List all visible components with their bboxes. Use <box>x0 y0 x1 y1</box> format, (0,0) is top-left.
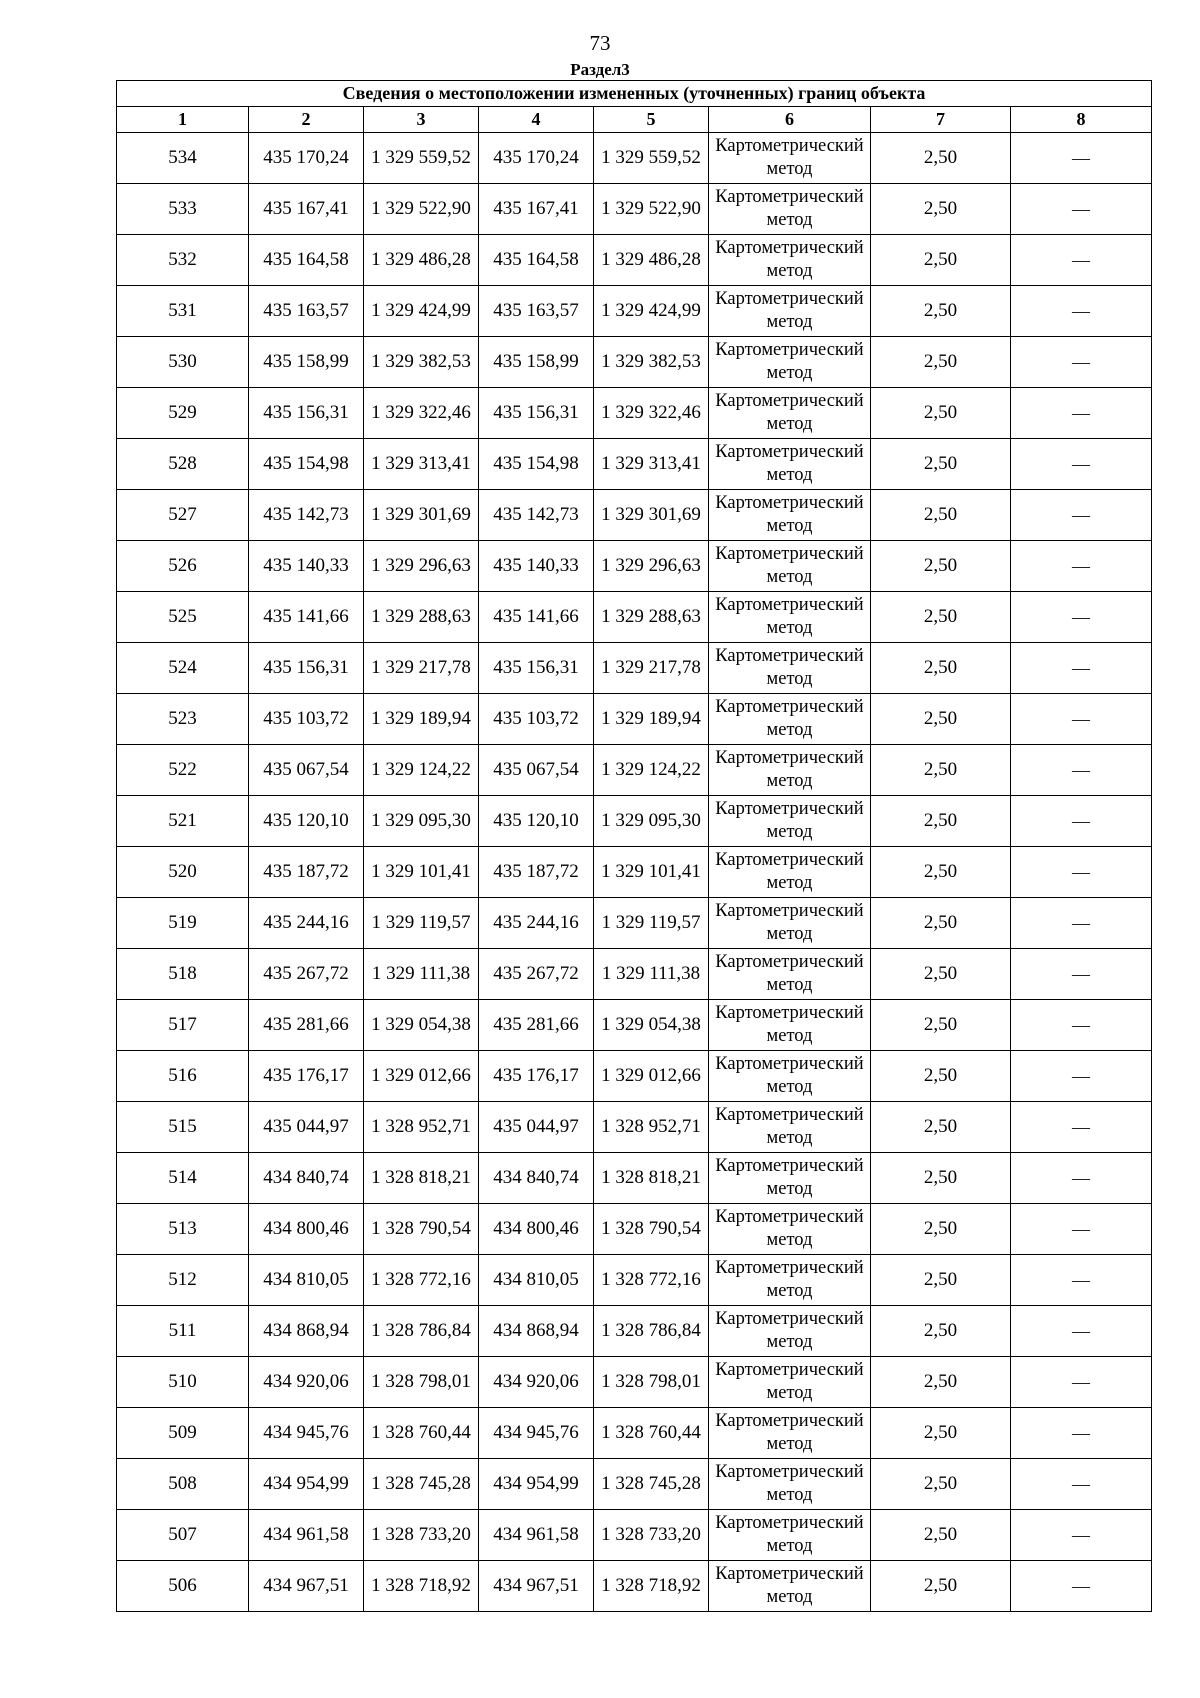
point-number-cell: 516 <box>117 1051 249 1102</box>
method-cell: Картометрический метод <box>709 694 871 745</box>
y-coordinate-cell: 1 329 095,30 <box>364 796 479 847</box>
description-cell: — <box>1011 796 1152 847</box>
x-coordinate-cell: 435 187,72 <box>479 847 594 898</box>
x-coordinate-cell: 435 163,57 <box>249 286 364 337</box>
method-cell: Картометрический метод <box>709 1306 871 1357</box>
x-coordinate-cell: 435 164,58 <box>249 235 364 286</box>
y-coordinate-cell: 1 329 189,94 <box>594 694 709 745</box>
accuracy-cell: 2,50 <box>871 1459 1011 1510</box>
x-coordinate-cell: 434 945,76 <box>479 1408 594 1459</box>
x-coordinate-cell: 435 156,31 <box>249 388 364 439</box>
x-coordinate-cell: 435 244,16 <box>249 898 364 949</box>
boundary-coordinates-table <box>116 80 1152 1612</box>
accuracy-cell: 2,50 <box>871 1357 1011 1408</box>
y-coordinate-cell: 1 329 424,99 <box>594 286 709 337</box>
y-coordinate-cell: 1 329 322,46 <box>594 388 709 439</box>
x-coordinate-cell: 435 176,17 <box>479 1051 594 1102</box>
column-number-header: 7 <box>871 107 1011 133</box>
description-cell: — <box>1011 1102 1152 1153</box>
description-cell: — <box>1011 286 1152 337</box>
accuracy-cell: 2,50 <box>871 1561 1011 1612</box>
point-number-cell: 513 <box>117 1204 249 1255</box>
x-coordinate-cell: 435 067,54 <box>249 745 364 796</box>
y-coordinate-cell: 1 329 313,41 <box>594 439 709 490</box>
method-cell: Картометрический метод <box>709 898 871 949</box>
accuracy-cell: 2,50 <box>871 133 1011 184</box>
method-cell: Картометрический метод <box>709 1408 871 1459</box>
column-number-header: 1 <box>117 107 249 133</box>
x-coordinate-cell: 434 868,94 <box>479 1306 594 1357</box>
point-number-cell: 512 <box>117 1255 249 1306</box>
x-coordinate-cell: 435 164,58 <box>479 235 594 286</box>
x-coordinate-cell: 435 154,98 <box>249 439 364 490</box>
method-cell: Картометрический метод <box>709 541 871 592</box>
table-row <box>117 898 1152 949</box>
accuracy-cell: 2,50 <box>871 235 1011 286</box>
method-cell: Картометрический метод <box>709 286 871 337</box>
table-row <box>117 286 1152 337</box>
table-caption: Сведения о местоположении измененных (уточненных) границ объекта <box>117 81 1152 107</box>
y-coordinate-cell: 1 329 424,99 <box>364 286 479 337</box>
x-coordinate-cell: 435 140,33 <box>249 541 364 592</box>
y-coordinate-cell: 1 329 486,28 <box>594 235 709 286</box>
y-coordinate-cell: 1 329 101,41 <box>594 847 709 898</box>
y-coordinate-cell: 1 329 296,63 <box>594 541 709 592</box>
column-number-header: 3 <box>364 107 479 133</box>
description-cell: — <box>1011 133 1152 184</box>
accuracy-cell: 2,50 <box>871 490 1011 541</box>
accuracy-cell: 2,50 <box>871 1510 1011 1561</box>
method-cell: Картометрический метод <box>709 388 871 439</box>
table-row <box>117 1102 1152 1153</box>
accuracy-cell: 2,50 <box>871 1102 1011 1153</box>
point-number-cell: 524 <box>117 643 249 694</box>
description-cell: — <box>1011 184 1152 235</box>
y-coordinate-cell: 1 329 382,53 <box>594 337 709 388</box>
description-cell: — <box>1011 490 1152 541</box>
y-coordinate-cell: 1 329 382,53 <box>364 337 479 388</box>
x-coordinate-cell: 435 120,10 <box>479 796 594 847</box>
y-coordinate-cell: 1 329 012,66 <box>364 1051 479 1102</box>
y-coordinate-cell: 1 328 760,44 <box>594 1408 709 1459</box>
x-coordinate-cell: 435 158,99 <box>479 337 594 388</box>
description-cell: — <box>1011 235 1152 286</box>
point-number-cell: 519 <box>117 898 249 949</box>
accuracy-cell: 2,50 <box>871 1051 1011 1102</box>
x-coordinate-cell: 434 967,51 <box>249 1561 364 1612</box>
y-coordinate-cell: 1 329 054,38 <box>594 1000 709 1051</box>
point-number-cell: 507 <box>117 1510 249 1561</box>
y-coordinate-cell: 1 328 952,71 <box>364 1102 479 1153</box>
description-cell: — <box>1011 388 1152 439</box>
point-number-cell: 517 <box>117 1000 249 1051</box>
column-number-header: 2 <box>249 107 364 133</box>
description-cell: — <box>1011 847 1152 898</box>
x-coordinate-cell: 434 920,06 <box>479 1357 594 1408</box>
x-coordinate-cell: 435 120,10 <box>249 796 364 847</box>
y-coordinate-cell: 1 329 111,38 <box>594 949 709 1000</box>
table-row <box>117 133 1152 184</box>
point-number-cell: 533 <box>117 184 249 235</box>
x-coordinate-cell: 435 187,72 <box>249 847 364 898</box>
method-cell: Картометрический метод <box>709 796 871 847</box>
point-number-cell: 523 <box>117 694 249 745</box>
description-cell: — <box>1011 1561 1152 1612</box>
y-coordinate-cell: 1 329 322,46 <box>364 388 479 439</box>
accuracy-cell: 2,50 <box>871 541 1011 592</box>
table-row <box>117 1408 1152 1459</box>
method-cell: Картометрический метод <box>709 439 871 490</box>
y-coordinate-cell: 1 328 772,16 <box>364 1255 479 1306</box>
method-cell: Картометрический метод <box>709 235 871 286</box>
x-coordinate-cell: 435 156,31 <box>249 643 364 694</box>
point-number-cell: 514 <box>117 1153 249 1204</box>
accuracy-cell: 2,50 <box>871 1255 1011 1306</box>
description-cell: — <box>1011 1000 1152 1051</box>
point-number-cell: 526 <box>117 541 249 592</box>
table-row <box>117 184 1152 235</box>
table-row <box>117 745 1152 796</box>
description-cell: — <box>1011 439 1152 490</box>
x-coordinate-cell: 434 967,51 <box>479 1561 594 1612</box>
description-cell: — <box>1011 1510 1152 1561</box>
y-coordinate-cell: 1 329 054,38 <box>364 1000 479 1051</box>
y-coordinate-cell: 1 328 733,20 <box>594 1510 709 1561</box>
method-cell: Картометрический метод <box>709 745 871 796</box>
x-coordinate-cell: 434 945,76 <box>249 1408 364 1459</box>
accuracy-cell: 2,50 <box>871 949 1011 1000</box>
accuracy-cell: 2,50 <box>871 643 1011 694</box>
x-coordinate-cell: 434 920,06 <box>249 1357 364 1408</box>
y-coordinate-cell: 1 328 772,16 <box>594 1255 709 1306</box>
table-row <box>117 1459 1152 1510</box>
x-coordinate-cell: 435 103,72 <box>479 694 594 745</box>
description-cell: — <box>1011 1051 1152 1102</box>
x-coordinate-cell: 434 961,58 <box>479 1510 594 1561</box>
table-row <box>117 1204 1152 1255</box>
table-row <box>117 388 1152 439</box>
point-number-cell: 515 <box>117 1102 249 1153</box>
point-number-cell: 534 <box>117 133 249 184</box>
section-title: Раздел3 <box>570 60 630 79</box>
y-coordinate-cell: 1 328 760,44 <box>364 1408 479 1459</box>
point-number-cell: 529 <box>117 388 249 439</box>
column-number-header: 6 <box>709 107 871 133</box>
description-cell: — <box>1011 949 1152 1000</box>
point-number-cell: 506 <box>117 1561 249 1612</box>
x-coordinate-cell: 434 800,46 <box>249 1204 364 1255</box>
method-cell: Картометрический метод <box>709 592 871 643</box>
description-cell: — <box>1011 541 1152 592</box>
column-number-header: 8 <box>1011 107 1152 133</box>
y-coordinate-cell: 1 329 296,63 <box>364 541 479 592</box>
column-number-header: 5 <box>594 107 709 133</box>
y-coordinate-cell: 1 328 745,28 <box>594 1459 709 1510</box>
table-row <box>117 643 1152 694</box>
y-coordinate-cell: 1 329 288,63 <box>364 592 479 643</box>
description-cell: — <box>1011 643 1152 694</box>
accuracy-cell: 2,50 <box>871 1306 1011 1357</box>
x-coordinate-cell: 435 141,66 <box>479 592 594 643</box>
y-coordinate-cell: 1 329 217,78 <box>594 643 709 694</box>
point-number-cell: 527 <box>117 490 249 541</box>
point-number-cell: 520 <box>117 847 249 898</box>
accuracy-cell: 2,50 <box>871 847 1011 898</box>
y-coordinate-cell: 1 329 288,63 <box>594 592 709 643</box>
x-coordinate-cell: 435 103,72 <box>249 694 364 745</box>
table-row <box>117 439 1152 490</box>
table-row <box>117 1255 1152 1306</box>
table-row <box>117 337 1152 388</box>
y-coordinate-cell: 1 329 124,22 <box>364 745 479 796</box>
y-coordinate-cell: 1 329 522,90 <box>594 184 709 235</box>
point-number-cell: 511 <box>117 1306 249 1357</box>
point-number-cell: 509 <box>117 1408 249 1459</box>
point-number-cell: 522 <box>117 745 249 796</box>
x-coordinate-cell: 434 868,94 <box>249 1306 364 1357</box>
x-coordinate-cell: 435 142,73 <box>249 490 364 541</box>
table-row <box>117 541 1152 592</box>
x-coordinate-cell: 435 142,73 <box>479 490 594 541</box>
point-number-cell: 532 <box>117 235 249 286</box>
y-coordinate-cell: 1 328 718,92 <box>594 1561 709 1612</box>
method-cell: Картометрический метод <box>709 1204 871 1255</box>
y-coordinate-cell: 1 328 786,84 <box>364 1306 479 1357</box>
y-coordinate-cell: 1 328 745,28 <box>364 1459 479 1510</box>
x-coordinate-cell: 435 281,66 <box>249 1000 364 1051</box>
x-coordinate-cell: 434 810,05 <box>249 1255 364 1306</box>
x-coordinate-cell: 435 281,66 <box>479 1000 594 1051</box>
point-number-cell: 521 <box>117 796 249 847</box>
method-cell: Картометрический метод <box>709 133 871 184</box>
point-number-cell: 528 <box>117 439 249 490</box>
table-row <box>117 847 1152 898</box>
description-cell: — <box>1011 337 1152 388</box>
x-coordinate-cell: 435 267,72 <box>249 949 364 1000</box>
x-coordinate-cell: 435 163,57 <box>479 286 594 337</box>
accuracy-cell: 2,50 <box>871 898 1011 949</box>
description-cell: — <box>1011 592 1152 643</box>
x-coordinate-cell: 435 156,31 <box>479 388 594 439</box>
description-cell: — <box>1011 745 1152 796</box>
x-coordinate-cell: 435 154,98 <box>479 439 594 490</box>
x-coordinate-cell: 435 156,31 <box>479 643 594 694</box>
method-cell: Картометрический метод <box>709 490 871 541</box>
y-coordinate-cell: 1 329 012,66 <box>594 1051 709 1102</box>
table-row <box>117 694 1152 745</box>
y-coordinate-cell: 1 329 189,94 <box>364 694 479 745</box>
method-cell: Картометрический метод <box>709 337 871 388</box>
y-coordinate-cell: 1 328 818,21 <box>594 1153 709 1204</box>
table-row <box>117 235 1152 286</box>
x-coordinate-cell: 435 176,17 <box>249 1051 364 1102</box>
point-number-cell: 525 <box>117 592 249 643</box>
accuracy-cell: 2,50 <box>871 694 1011 745</box>
x-coordinate-cell: 435 044,97 <box>249 1102 364 1153</box>
y-coordinate-cell: 1 329 313,41 <box>364 439 479 490</box>
y-coordinate-cell: 1 329 301,69 <box>594 490 709 541</box>
x-coordinate-cell: 435 141,66 <box>249 592 364 643</box>
x-coordinate-cell: 435 140,33 <box>479 541 594 592</box>
x-coordinate-cell: 434 840,74 <box>479 1153 594 1204</box>
description-cell: — <box>1011 1255 1152 1306</box>
column-number-header: 4 <box>479 107 594 133</box>
accuracy-cell: 2,50 <box>871 796 1011 847</box>
description-cell: — <box>1011 694 1152 745</box>
y-coordinate-cell: 1 328 718,92 <box>364 1561 479 1612</box>
description-cell: — <box>1011 1408 1152 1459</box>
table-row <box>117 949 1152 1000</box>
x-coordinate-cell: 435 244,16 <box>479 898 594 949</box>
table-row <box>117 796 1152 847</box>
method-cell: Картометрический метод <box>709 184 871 235</box>
y-coordinate-cell: 1 329 111,38 <box>364 949 479 1000</box>
description-cell: — <box>1011 1459 1152 1510</box>
table-row <box>117 1357 1152 1408</box>
description-cell: — <box>1011 1153 1152 1204</box>
table-row <box>117 1051 1152 1102</box>
y-coordinate-cell: 1 329 217,78 <box>364 643 479 694</box>
x-coordinate-cell: 434 954,99 <box>249 1459 364 1510</box>
y-coordinate-cell: 1 328 790,54 <box>594 1204 709 1255</box>
x-coordinate-cell: 435 158,99 <box>249 337 364 388</box>
y-coordinate-cell: 1 328 786,84 <box>594 1306 709 1357</box>
point-number-cell: 531 <box>117 286 249 337</box>
x-coordinate-cell: 435 044,97 <box>479 1102 594 1153</box>
method-cell: Картометрический метод <box>709 1051 871 1102</box>
method-cell: Картометрический метод <box>709 1255 871 1306</box>
accuracy-cell: 2,50 <box>871 439 1011 490</box>
y-coordinate-cell: 1 329 486,28 <box>364 235 479 286</box>
accuracy-cell: 2,50 <box>871 1204 1011 1255</box>
y-coordinate-cell: 1 329 119,57 <box>594 898 709 949</box>
x-coordinate-cell: 435 170,24 <box>249 133 364 184</box>
method-cell: Картометрический метод <box>709 1357 871 1408</box>
x-coordinate-cell: 435 167,41 <box>479 184 594 235</box>
accuracy-cell: 2,50 <box>871 286 1011 337</box>
method-cell: Картометрический метод <box>709 1459 871 1510</box>
method-cell: Картометрический метод <box>709 949 871 1000</box>
x-coordinate-cell: 435 167,41 <box>249 184 364 235</box>
table-row <box>117 1561 1152 1612</box>
x-coordinate-cell: 434 954,99 <box>479 1459 594 1510</box>
description-cell: — <box>1011 1306 1152 1357</box>
x-coordinate-cell: 435 267,72 <box>479 949 594 1000</box>
x-coordinate-cell: 434 800,46 <box>479 1204 594 1255</box>
y-coordinate-cell: 1 328 818,21 <box>364 1153 479 1204</box>
y-coordinate-cell: 1 329 301,69 <box>364 490 479 541</box>
table-row <box>117 1510 1152 1561</box>
y-coordinate-cell: 1 329 559,52 <box>594 133 709 184</box>
accuracy-cell: 2,50 <box>871 337 1011 388</box>
y-coordinate-cell: 1 329 522,90 <box>364 184 479 235</box>
point-number-cell: 510 <box>117 1357 249 1408</box>
method-cell: Картометрический метод <box>709 1000 871 1051</box>
table-row <box>117 1153 1152 1204</box>
y-coordinate-cell: 1 329 101,41 <box>364 847 479 898</box>
method-cell: Картометрический метод <box>709 1153 871 1204</box>
x-coordinate-cell: 434 810,05 <box>479 1255 594 1306</box>
point-number-cell: 518 <box>117 949 249 1000</box>
y-coordinate-cell: 1 329 559,52 <box>364 133 479 184</box>
accuracy-cell: 2,50 <box>871 745 1011 796</box>
y-coordinate-cell: 1 328 798,01 <box>594 1357 709 1408</box>
table-row <box>117 1306 1152 1357</box>
table-row <box>117 490 1152 541</box>
accuracy-cell: 2,50 <box>871 1153 1011 1204</box>
point-number-cell: 530 <box>117 337 249 388</box>
method-cell: Картометрический метод <box>709 643 871 694</box>
table-row <box>117 592 1152 643</box>
page-number: 73 <box>589 31 611 55</box>
method-cell: Картометрический метод <box>709 1510 871 1561</box>
x-coordinate-cell: 435 067,54 <box>479 745 594 796</box>
accuracy-cell: 2,50 <box>871 592 1011 643</box>
accuracy-cell: 2,50 <box>871 184 1011 235</box>
y-coordinate-cell: 1 329 119,57 <box>364 898 479 949</box>
method-cell: Картометрический метод <box>709 1561 871 1612</box>
accuracy-cell: 2,50 <box>871 1000 1011 1051</box>
y-coordinate-cell: 1 329 124,22 <box>594 745 709 796</box>
table-body <box>117 133 1152 1612</box>
method-cell: Картометрический метод <box>709 1102 871 1153</box>
y-coordinate-cell: 1 329 095,30 <box>594 796 709 847</box>
y-coordinate-cell: 1 328 798,01 <box>364 1357 479 1408</box>
method-cell: Картометрический метод <box>709 847 871 898</box>
y-coordinate-cell: 1 328 790,54 <box>364 1204 479 1255</box>
x-coordinate-cell: 435 170,24 <box>479 133 594 184</box>
y-coordinate-cell: 1 328 733,20 <box>364 1510 479 1561</box>
y-coordinate-cell: 1 328 952,71 <box>594 1102 709 1153</box>
point-number-cell: 508 <box>117 1459 249 1510</box>
description-cell: — <box>1011 1204 1152 1255</box>
description-cell: — <box>1011 1357 1152 1408</box>
x-coordinate-cell: 434 961,58 <box>249 1510 364 1561</box>
accuracy-cell: 2,50 <box>871 1408 1011 1459</box>
description-cell: — <box>1011 898 1152 949</box>
x-coordinate-cell: 434 840,74 <box>249 1153 364 1204</box>
accuracy-cell: 2,50 <box>871 388 1011 439</box>
table-row <box>117 1000 1152 1051</box>
